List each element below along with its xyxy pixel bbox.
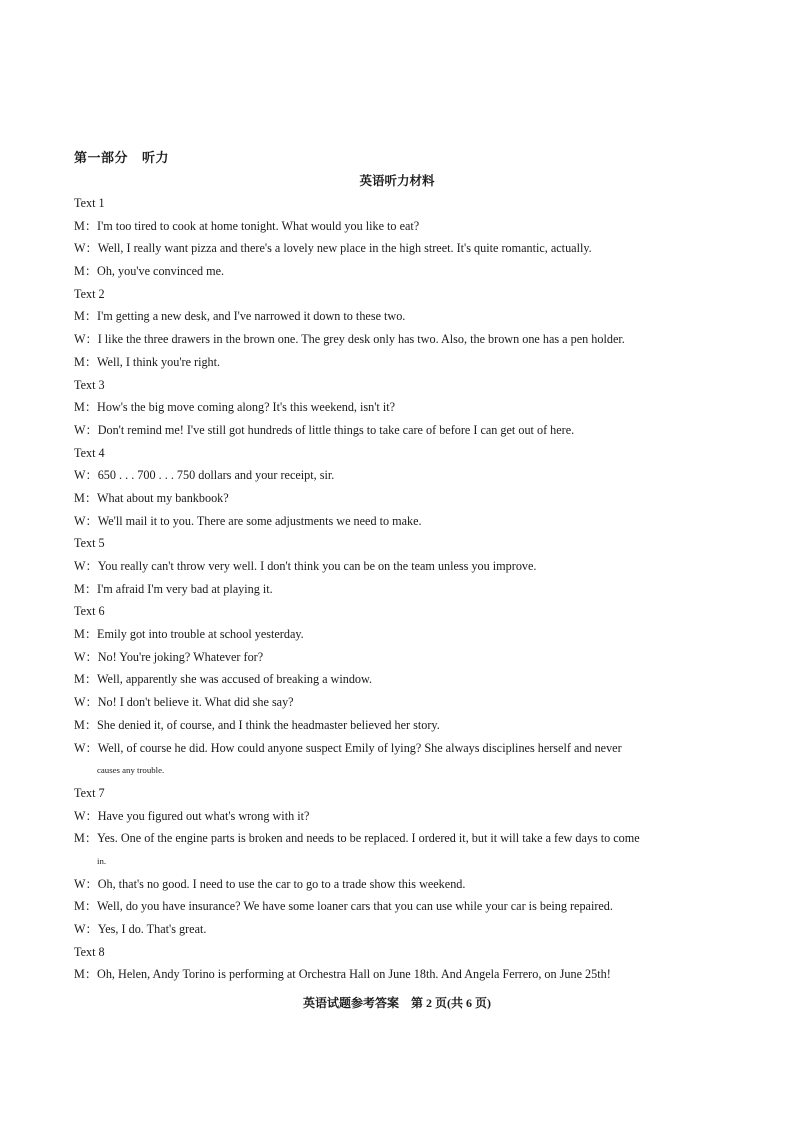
page-footer: 英语试题参考答案 第 2 页(共 6 页): [303, 996, 491, 1010]
dialog-line: M：How's the big move coming along? It's this weekend, isn't it?: [74, 400, 396, 415]
dialog-line: W：We'll mail it to you. There are some adjustments we need to make.: [74, 513, 422, 528]
dialog-line: W：You really can't throw very well. I don't think you can be on the team unless you improve.: [74, 559, 537, 573]
text-heading: Text 7: [74, 785, 105, 800]
dialog-line: W：Well, of course he did. How could anyone suspect Emily of lying? She always disciplines herself and never: [74, 740, 622, 755]
dialog-line: M：I'm afraid I'm very bad at playing it.: [74, 581, 273, 596]
document-title: 英语听力材料: [359, 174, 435, 188]
dialog-line: M：Well, I think you're right.: [74, 354, 221, 369]
dialog-line-continuation: in.: [97, 855, 107, 866]
dialog-line: M：Well, do you have insurance? We have some loaner cars that you can use while your car is being repaired.: [74, 899, 613, 914]
dialog-line: W：No! I don't believe it. What did she say?: [74, 695, 294, 710]
text-heading: Text 8: [74, 944, 105, 959]
dialog-line: W：Well, I really want pizza and there's a lovely new place in the high street. It's quite romantic, actually.: [74, 241, 592, 256]
text-heading: Text 6: [74, 604, 105, 619]
dialog-line: W：Don't remind me! I've still got hundreds of little things to take care of before I can get out of here.: [74, 422, 575, 437]
section-title: [74, 147, 169, 166]
text-heading: Text 1: [74, 196, 105, 210]
dialog-line: W：Have you figured out what's wrong with it?: [74, 808, 310, 823]
dialog-line: W：No! You're joking? Whatever for?: [74, 649, 264, 664]
dialog-line: M：I'm getting a new desk, and I've narrowed it down to these two.: [74, 309, 406, 324]
section-part: 第一部分: [74, 150, 129, 165]
dialog-line: W：Oh, that's no good. I need to use the car to go to a trade show this weekend.: [74, 876, 466, 891]
dialog-line: M：Yes. One of the engine parts is broken and needs to be replaced. I ordered it, but it will take a few days to come: [74, 831, 640, 846]
text-heading: Text 2: [74, 286, 105, 301]
text-heading: Text 3: [74, 377, 105, 392]
dialog-line: M：Well, apparently she was accused of breaking a window.: [74, 672, 373, 687]
transcript-body: [74, 192, 724, 986]
dialog-line: M：Emily got into trouble at school yesterday.: [74, 627, 304, 642]
text-heading: Text 5: [74, 536, 105, 551]
dialog-line: M：I'm too tired to cook at home tonight. What would you like to eat?: [74, 218, 420, 233]
dialog-line: M：What about my bankbook?: [74, 490, 229, 505]
dialog-line: W：I like the three drawers in the brown one. The grey desk only has two. Also, the brown one has a pen holder.: [74, 332, 625, 347]
dialog-line: W：650 . . . 700 . . . 750 dollars and your receipt, sir.: [74, 468, 335, 483]
text-heading: Text 4: [74, 445, 105, 460]
dialog-line: W：Yes, I do. That's great.: [74, 922, 207, 936]
dialog-line: M：Oh, Helen, Andy Torino is performing at Orchestra Hall on June 18th. And Angela Ferrero, on June 25th!: [74, 967, 611, 982]
dialog-line-continuation: causes any trouble.: [97, 765, 165, 776]
dialog-line: M：Oh, you've convinced me.: [74, 264, 225, 279]
section-name: 听力: [142, 150, 170, 165]
dialog-line: M：She denied it, of course, and I think the headmaster believed her story.: [74, 717, 440, 732]
